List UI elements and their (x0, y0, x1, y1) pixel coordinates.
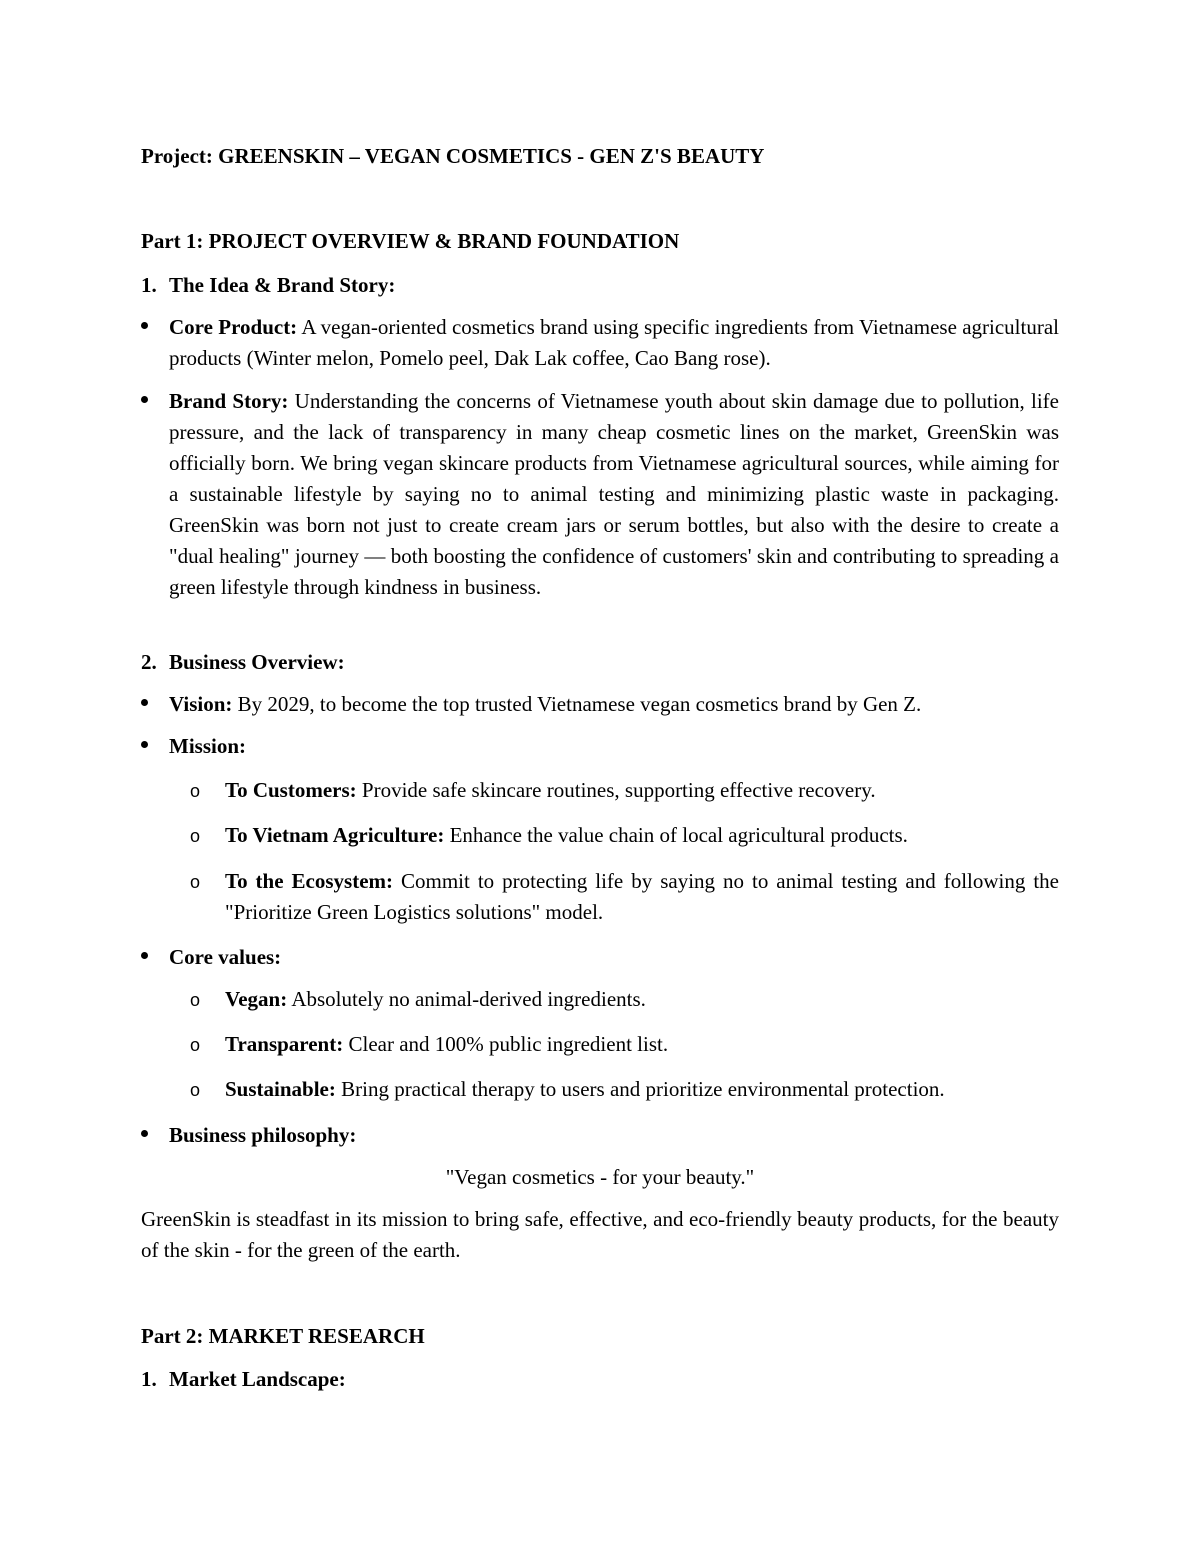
mission-item-text: Enhance the value chain of local agricultural products. (449, 823, 908, 847)
section-heading-text: The Idea & Brand Story: (169, 273, 396, 297)
sub-bullet-icon: o (190, 826, 201, 846)
core-product-text: A vegan-oriented cosmetics brand using specific ingredients from Vietnamese agricultural products (Winter melon, Pomelo peel, Dak Lak coffee, Cao Bang rose). (169, 315, 1059, 370)
sub-bullet-icon: o (190, 1035, 201, 1055)
core-value-item (225, 1029, 668, 1060)
sub-bullet-icon: o (190, 1080, 201, 1100)
core-product-paragraph (169, 312, 1059, 374)
brand-story-label: Brand Story: (169, 389, 289, 413)
mission-item (225, 866, 1059, 928)
mission-item-label: To Customers: (225, 778, 357, 802)
mission-item (225, 775, 876, 806)
sub-bullet-icon: o (190, 990, 201, 1010)
sub-bullet-icon: o (190, 781, 201, 801)
core-product-label: Core Product: (169, 315, 298, 339)
bullet-icon (141, 699, 148, 706)
core-value-label: Transparent: (225, 1032, 344, 1056)
core-values-label: Core values: (169, 945, 282, 969)
document-title: Project: GREENSKIN – VEGAN COSMETICS - GEN Z'S BEAUTY (141, 144, 765, 168)
section-heading-market (141, 1364, 346, 1395)
vision-label: Vision: (169, 692, 233, 716)
section-heading-text: Market Landscape: (169, 1367, 346, 1391)
sub-bullet-icon: o (190, 872, 201, 892)
philosophy-label: Business philosophy: (169, 1123, 357, 1147)
section-heading-text: Business Overview: (169, 650, 345, 674)
bullet-icon (141, 741, 148, 748)
part2-heading: Part 2: MARKET RESEARCH (141, 1324, 425, 1348)
core-value-text: Clear and 100% public ingredient list. (348, 1032, 669, 1056)
mission-item-label: To the Ecosystem: (225, 869, 394, 893)
section-heading-business (141, 647, 345, 678)
mission-item (225, 820, 908, 851)
mission-label: Mission: (169, 734, 247, 758)
bullet-icon (141, 322, 148, 329)
vision-text: By 2029, to become the top trusted Vietnamese vegan cosmetics brand by Gen Z. (237, 692, 922, 716)
part1-heading: Part 1: PROJECT OVERVIEW & BRAND FOUNDATION (141, 229, 680, 253)
section-number: 2. (141, 650, 157, 674)
vision-line (169, 689, 921, 720)
brand-story-text: Understanding the concerns of Vietnamese youth about skin damage due to pollution, life pressure, and the lack of transparency in many cheap cosmetic lines on the market, GreenSkin was officially born. We bring vegan skincare products from Vietnamese agricultural sources, while aiming for a sustainable lifestyle by saying no to animal testing and minimizing plastic waste in packaging. GreenSkin was born not just to create cream jars or serum bottles, but also with the desire to create a "dual healing" journey — both boosting the confidence of customers' skin and contributing to spreading a green lifestyle through kindness in business. (169, 389, 1059, 599)
closing-paragraph: GreenSkin is steadfast in its mission to bring safe, effective, and eco-friendly beauty products, for the beauty of the skin - for the green of the earth. (141, 1207, 1059, 1262)
mission-item-text: Provide safe skincare routines, supporting effective recovery. (361, 778, 876, 802)
core-value-text: Absolutely no animal-derived ingredients. (291, 987, 646, 1011)
bullet-icon (141, 396, 148, 403)
bullet-icon (141, 952, 148, 959)
philosophy-quote: "Vegan cosmetics - for your beauty." (445, 1165, 755, 1189)
brand-story-paragraph (169, 386, 1059, 603)
core-value-item (225, 1074, 945, 1105)
core-value-label: Vegan: (225, 987, 288, 1011)
core-value-label: Sustainable: (225, 1077, 336, 1101)
section-heading-idea (141, 270, 395, 301)
section-number: 1. (141, 1367, 157, 1391)
core-value-item (225, 984, 646, 1015)
mission-item-label: To Vietnam Agriculture: (225, 823, 445, 847)
mission-item-text: Commit to protecting life by saying no to animal testing and following the "Prioritize Green Logistics solutions" model. (225, 869, 1060, 924)
section-number: 1. (141, 273, 157, 297)
core-value-text: Bring practical therapy to users and prioritize environmental protection. (341, 1077, 945, 1101)
bullet-icon (141, 1130, 148, 1137)
